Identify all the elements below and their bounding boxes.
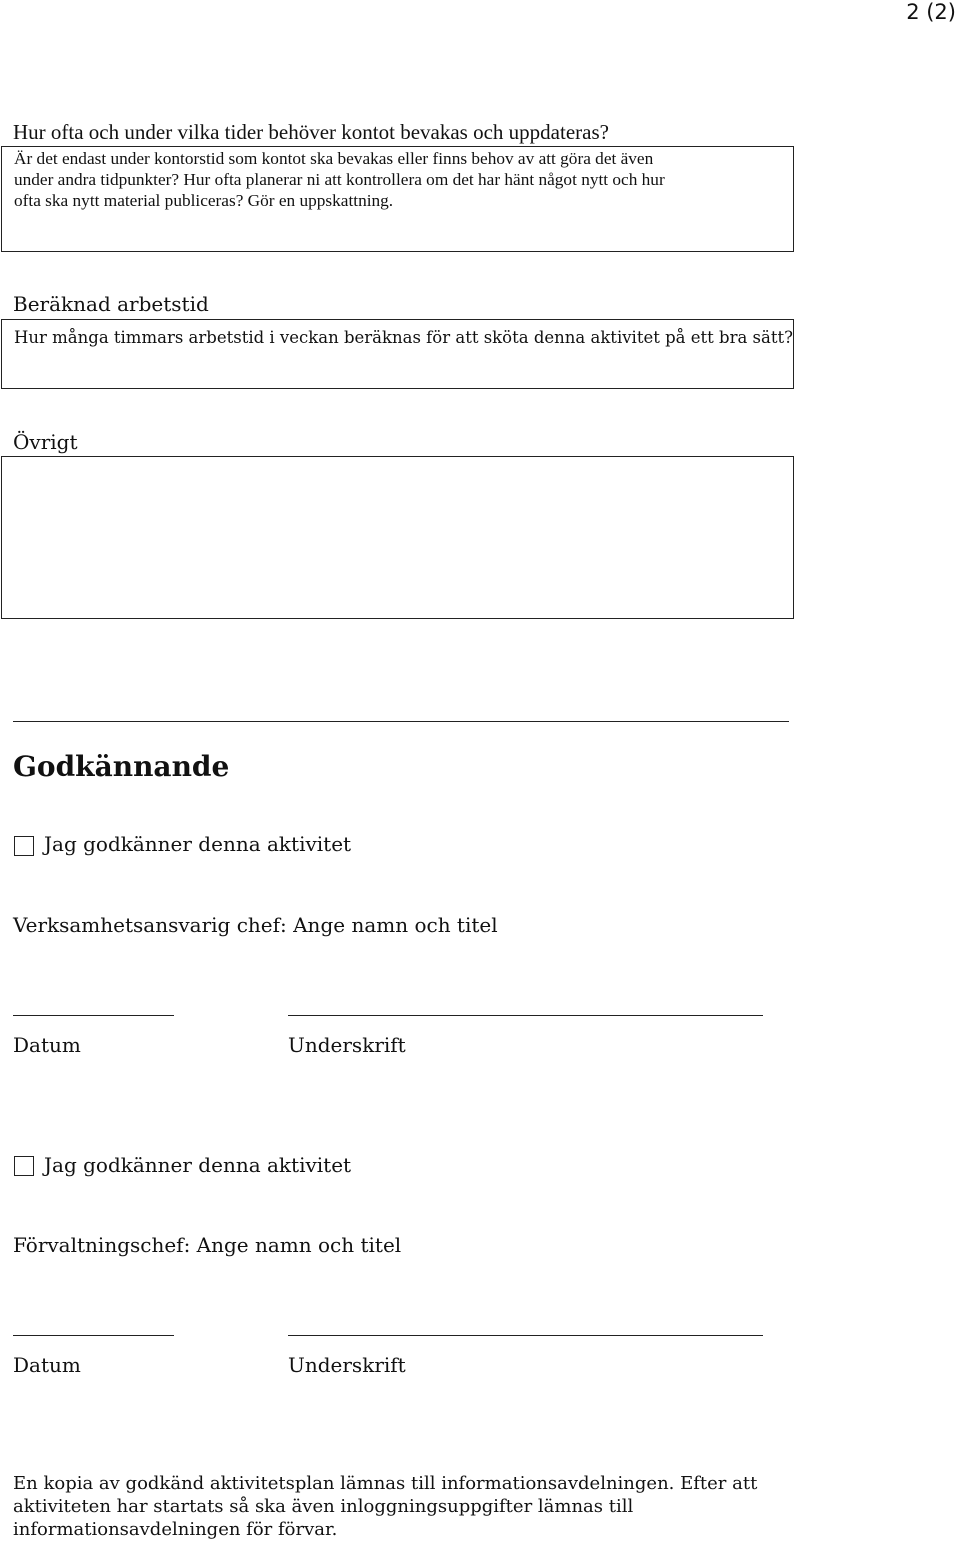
other-answer-box[interactable] [1,456,794,619]
manager-role-label: Verksamhetsansvarig chef: Ange namn och titel [13,913,498,937]
signature-label: Underskrift [288,1353,406,1377]
footer-line: informationsavdelningen för förvar. [13,1519,338,1540]
signature-line-director[interactable] [288,1335,763,1336]
footer-line: aktiviteten har startats så ska även inloggningsuppgifter lämnas till [13,1496,634,1517]
date-label: Datum [13,1033,81,1057]
monitoring-line: under andra tidpunkter? Hur ofta planerar ni att kontrollera om det har hänt något nytt och hur [14,170,665,189]
worktime-label: Beräknad arbetstid [13,292,209,316]
approval-title: Godkännande [13,750,230,783]
director-role-label: Förvaltningschef: Ange namn och titel [13,1233,402,1257]
monitoring-line: ofta ska nytt material publiceras? Gör en uppskattning. [14,191,394,210]
footer-note [13,1472,757,1541]
other-label: Övrigt [13,430,78,454]
worktime-answer-box[interactable] [1,319,794,389]
date-line-manager[interactable] [13,1015,174,1016]
date-line-director[interactable] [13,1335,174,1336]
approve-checkbox-label: Jag godkänner denna aktivitet [44,1153,352,1177]
footer-line: En kopia av godkänd aktivitetsplan lämnas till informationsavdelningen. Efter att [13,1473,758,1494]
monitoring-instructions [2,147,793,211]
approve-checkbox-manager[interactable] [14,836,34,856]
approve-checkbox-label: Jag godkänner denna aktivitet [44,832,352,856]
signature-label: Underskrift [288,1033,406,1057]
signature-line-manager[interactable] [288,1015,763,1016]
worktime-instructions: Hur många timmars arbetstid i veckan beräknas för att sköta denna aktivitet på ett bra sätt? [14,328,793,347]
monitoring-line: Är det endast under kontorstid som kontot ska bevakas eller finns behov av att göra det även [14,149,654,168]
page-number: 2 (2) [906,0,956,24]
date-label: Datum [13,1353,81,1377]
monitoring-heading: Hur ofta och under vilka tider behöver kontot bevakas och uppdateras? [13,120,609,144]
other-value [2,457,793,458]
monitoring-answer-box[interactable] [1,146,794,252]
section-divider [13,721,789,722]
approve-checkbox-director[interactable] [14,1156,34,1176]
